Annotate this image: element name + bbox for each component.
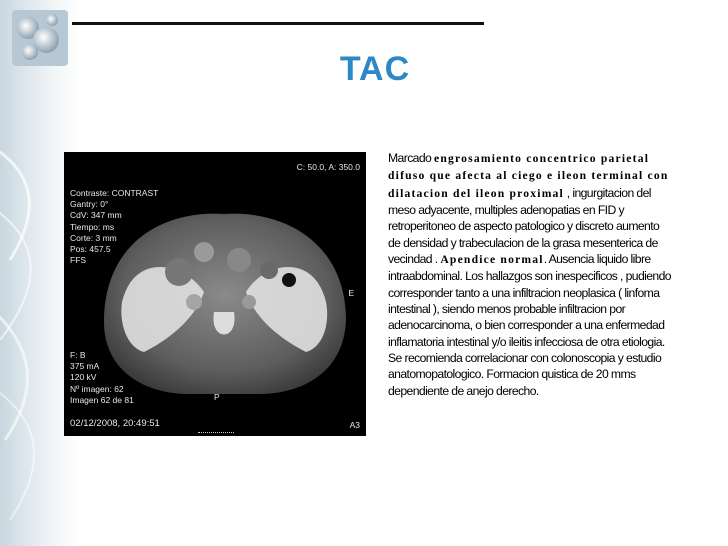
ct-parameters-top: Contraste: CONTRAST Gantry: 0° CdV: 347 mm Tiempo: ms Corte: 3 mm Pos: 457.5 FFS [70, 188, 159, 266]
radiology-description [388, 150, 674, 399]
desc-segment: , ingurgitacion del meso adyacente, multiples adenopatias en FID y retroperitoneo de aspecto patologico y discreto aumento de densidad y trabeculacion de la grasa mesenterica de vecindad . [388, 185, 660, 267]
ct-orientation-side: E [348, 288, 354, 298]
ct-scale-bar [198, 428, 234, 433]
slide-title: TAC [339, 50, 411, 88]
desc-segment-emphasis: Apendice normal [440, 253, 544, 267]
desc-segment: Marcado [388, 151, 435, 165]
ct-orientation-posterior: P [214, 392, 220, 402]
header-divider [72, 22, 484, 25]
desc-segment-emphasis: engrosamiento concentrico parietal difuso que afecta al ciego e ileon terminal con dilatacion del ileon proximal [388, 152, 669, 200]
desc-segment: . Ausencia liquido libre intraabdominal. Los hallazgos son inespecificos , pudiendo corresponder tanto a una infiltracion neoplasica ( linfoma intestinal ), siendo menos probable infiltracion por adenocarcinoma, o bien corresponder a una enfermedad inflamatoria intestinal y/o ileitis infecciosa de otra etiologia. Se recomienda correlacionar con colonoscopia y estudio anatomopatologico. Formacion quistica de 20 mms dependiente de anejo derecho. [388, 252, 671, 398]
ct-window-level: C: 50.0, A: 350.0 [296, 162, 360, 172]
ct-scan-image [64, 152, 366, 436]
ct-corner-label: A3 [349, 420, 360, 430]
ct-timestamp: 02/12/2008, 20:49:51 [70, 418, 160, 429]
ct-parameters-bottom: F: B 375 mA 120 kV Nº imagen: 62 Imagen 62 de 81 [70, 350, 134, 405]
